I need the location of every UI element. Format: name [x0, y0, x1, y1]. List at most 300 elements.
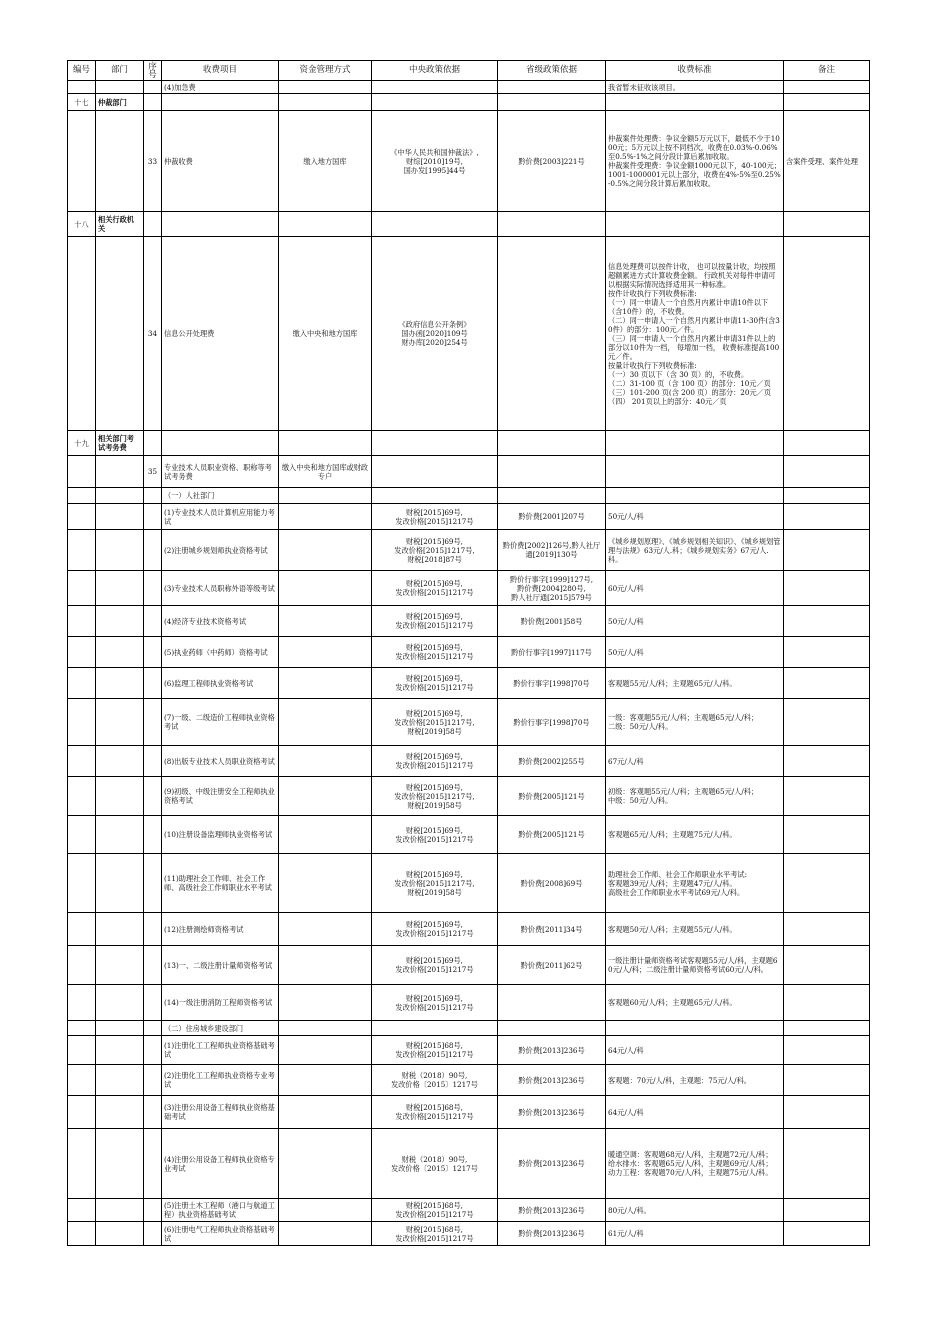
cell-item: (4)加急费 [162, 81, 279, 94]
cell-seq [144, 431, 162, 456]
cell-dept: 仲裁部门 [96, 94, 144, 111]
table-row [68, 1129, 870, 1199]
cell-provincial [498, 488, 606, 504]
cell-fund [279, 571, 372, 606]
cell-fund: 缴入中央和地方国库 [279, 237, 372, 431]
cell-fund [279, 699, 372, 746]
cell-standard: 助理社会工作师、社会工作师职业水平考试: 客观题39元/人/科；主观题47元/人/科。 高级社会工作师职业水平考试69元/人/科。 [606, 854, 784, 913]
cell-seq [144, 637, 162, 668]
cell-dept [96, 699, 144, 746]
cell-fund [279, 431, 372, 456]
cell-standard: 50元/人/科 [606, 637, 784, 668]
cell-standard: 信息处理费可以按件计收， 也可以按量计收，均按照超额累进方式计算收费金额。 行政机关对每件申请可以根据实际情况选择适用其一种标准。 按件计收执行下列收费标准: （一）同一申请人一个自然月内累计申请10件以下（含10件）的，不收费。 （二）同一申请人一个自然月内累计申请11-30件(含30件）的部分：100元／件。 （三）同一申请人一个自然月内累计申请31件以上的部分以10件为一档， 每增加一档， 收费标准提高100元／件。 按量计收执行下列收费标准: （一）30 页以下（含 30 页）的，不收费。 （二）31-100 页（含 100 页）的部分：10元／页 （三）101-200 页(含 200 页）的部分：20元／页 （四） 201页以上的部分：40元／页 [606, 237, 784, 431]
cell-standard: 仲裁案件处理费：争议金额5万元以下，最低不少于1000元；5万元以上按不同档次，收费在0.03%-0.06%至0.5%-1%之间分段计算后累加收取。 仲裁案件受理费：争议金额1000元以下，40-100元；1001-1000001元以上部分，收费在4%-5%至0.25%-0.5%之间分段计算后累加收取。 [606, 111, 784, 212]
cell-provincial: 黔价费[2005]121号 [498, 777, 606, 816]
cell-code [68, 1021, 96, 1036]
cell-standard: 64元/人/科 [606, 1096, 784, 1129]
table-row [68, 1021, 870, 1036]
cell-standard: 客观题50元/人/科；主观题55元/人/科。 [606, 913, 784, 946]
cell-note [784, 1065, 870, 1096]
cell-seq: 35 [144, 456, 162, 488]
cell-central: 财税[2015]68号, 发改价格[2015]1217号 [372, 1222, 498, 1246]
header-row [68, 61, 870, 81]
cell-seq [144, 1036, 162, 1065]
cell-central: 财税[2015]69号, 发改价格[2015]1217号, 财税[2019]58号 [372, 854, 498, 913]
cell-central: 财税[2015]69号, 发改价格[2015]1217号 [372, 816, 498, 854]
cell-item: (9)初级、中级注册安全工程师执业资格考试 [162, 777, 279, 816]
cell-standard: 客观题：70元/人/科，主观题：75元/人/科。 [606, 1065, 784, 1096]
cell-item: (5)注册土木工程师（港口与航道工程）执业资格基础考试 [162, 1199, 279, 1222]
cell-seq [144, 212, 162, 237]
cell-provincial: 黔价费[2013]236号 [498, 1129, 606, 1199]
cell-dept: 相关部门考试考务费 [96, 431, 144, 456]
cell-fund [279, 1036, 372, 1065]
cell-central: 财税[2015]69号, 发改价格[2015]1217号 [372, 571, 498, 606]
cell-seq [144, 854, 162, 913]
cell-item: (6)监理工程师执业资格考试 [162, 668, 279, 699]
cell-provincial: 黔价费[2013]236号 [498, 1222, 606, 1246]
cell-fund [279, 1222, 372, 1246]
header-note: 备注 [784, 61, 870, 81]
table-row [68, 637, 870, 668]
cell-standard [606, 1021, 784, 1036]
table-row [68, 81, 870, 94]
cell-provincial: 黔价费[2011]34号 [498, 913, 606, 946]
cell-provincial: 黔价费[2001]58号 [498, 606, 606, 637]
cell-seq [144, 1199, 162, 1222]
cell-fund [279, 488, 372, 504]
cell-code [68, 777, 96, 816]
cell-item: (4)经济专业技术资格考试 [162, 606, 279, 637]
cell-note [784, 212, 870, 237]
cell-fund [279, 854, 372, 913]
cell-central: 财税[2015]68号, 发改价格[2015]1217号 [372, 1036, 498, 1065]
cell-standard: 暖通空调：客观题68元/人/科，主观题72元/人/科； 给水排水：客观题65元/人/科，主观题69元/人/科； 动力工程：客观题70元/人/科，主观题75元/人/科。 [606, 1129, 784, 1199]
cell-central [372, 456, 498, 488]
table-row [68, 488, 870, 504]
cell-central: 财税[2015]69号, 发改价格[2015]1217号 [372, 606, 498, 637]
cell-item [162, 431, 279, 456]
cell-note [784, 94, 870, 111]
cell-code [68, 1129, 96, 1199]
cell-dept: 相关行政机关 [96, 212, 144, 237]
cell-code [68, 488, 96, 504]
cell-provincial [498, 94, 606, 111]
cell-note [784, 668, 870, 699]
cell-dept [96, 1199, 144, 1222]
cell-code [68, 854, 96, 913]
header-provincial: 省级政策依据 [498, 61, 606, 81]
cell-provincial: 黔价费[2003]221号 [498, 111, 606, 212]
cell-fund [279, 913, 372, 946]
cell-note [784, 913, 870, 946]
cell-seq [144, 81, 162, 94]
cell-central: 财税[2015]69号, 发改价格[2015]1217号 [372, 668, 498, 699]
cell-fund: 缴入地方国库 [279, 111, 372, 212]
cell-item: (1)注册化工工程师执业资格基础考试 [162, 1036, 279, 1065]
cell-central: 财税[2015]69号, 发改价格[2015]1217号 [372, 746, 498, 777]
cell-code [68, 637, 96, 668]
cell-dept [96, 985, 144, 1021]
section-row [68, 94, 870, 111]
cell-central: 财税（2018）90号, 发改价格〔2015〕1217号 [372, 1065, 498, 1096]
cell-fund [279, 777, 372, 816]
header-central: 中央政策依据 [372, 61, 498, 81]
cell-provincial [498, 1021, 606, 1036]
cell-central: 财税[2015]69号, 发改价格[2015]1217号 [372, 504, 498, 530]
cell-central: 财税[2015]69号, 发改价格[2015]1217号, 财税[2019]58号 [372, 777, 498, 816]
cell-note [784, 1129, 870, 1199]
cell-central: 财税[2015]69号, 发改价格[2015]1217号 [372, 913, 498, 946]
cell-fund [279, 530, 372, 571]
cell-fund [279, 212, 372, 237]
cell-item: (2)注册城乡规划师执业资格考试 [162, 530, 279, 571]
header-seq: 序 号 [144, 61, 162, 81]
cell-note [784, 699, 870, 746]
table-row [68, 946, 870, 985]
cell-dept [96, 1096, 144, 1129]
cell-central: 财税[2015]68号, 发改价格[2015]1217号 [372, 1096, 498, 1129]
cell-provincial: 黔价费[2008]69号 [498, 854, 606, 913]
cell-code: 十七 [68, 94, 96, 111]
cell-code [68, 1096, 96, 1129]
header-code: 编号 [68, 61, 96, 81]
cell-fund: 缴入中央和地方国库或财政专户 [279, 456, 372, 488]
cell-dept [96, 816, 144, 854]
cell-standard: 80元/人/科。 [606, 1199, 784, 1222]
cell-code [68, 816, 96, 854]
cell-provincial: 黔价费[2011]62号 [498, 946, 606, 985]
cell-provincial [498, 212, 606, 237]
cell-item: (4)注册公用设备工程师执业资格专业考试 [162, 1129, 279, 1199]
cell-item: (11)助理社会工作师、社会工作师、高级社会工作师职业水平考试 [162, 854, 279, 913]
cell-dept [96, 571, 144, 606]
cell-code [68, 913, 96, 946]
fee-table [67, 60, 870, 1246]
cell-standard [606, 212, 784, 237]
header-standard: 收费标准 [606, 61, 784, 81]
cell-standard: 客观题65元/人/科；主观题75元/人/科。 [606, 816, 784, 854]
cell-item: (10)注册设备监理师执业资格考试 [162, 816, 279, 854]
cell-fund [279, 985, 372, 1021]
cell-provincial: 黔价费[2013]236号 [498, 1036, 606, 1065]
cell-code [68, 985, 96, 1021]
cell-standard: 一级：客观题55元/人/科；主观题65元/人/科； 二级：50元/人/科。 [606, 699, 784, 746]
cell-seq [144, 504, 162, 530]
cell-central: 财税[2015]69号, 发改价格[2015]1217号, 财税[2018]87号 [372, 530, 498, 571]
cell-dept [96, 237, 144, 431]
cell-central: 财税（2018）90号, 发改价格〔2015〕1217号 [372, 1129, 498, 1199]
cell-note [784, 746, 870, 777]
cell-code [68, 111, 96, 212]
cell-note [784, 1199, 870, 1222]
cell-fund [279, 946, 372, 985]
cell-fund [279, 94, 372, 111]
cell-dept [96, 1065, 144, 1096]
cell-dept [96, 913, 144, 946]
cell-seq: 33 [144, 111, 162, 212]
table-row [68, 777, 870, 816]
table-row [68, 913, 870, 946]
cell-note [784, 816, 870, 854]
cell-dept [96, 1036, 144, 1065]
cell-central [372, 212, 498, 237]
cell-dept [96, 946, 144, 985]
cell-code [68, 606, 96, 637]
cell-central: 财税[2015]69号, 发改价格[2015]1217号, 财税[2019]58号 [372, 699, 498, 746]
cell-fund [279, 637, 372, 668]
cell-standard: 61元/人/科 [606, 1222, 784, 1246]
cell-note [784, 985, 870, 1021]
table-row [68, 456, 870, 488]
cell-provincial [498, 431, 606, 456]
cell-dept [96, 81, 144, 94]
cell-central: 《中华人民共和国仲裁法》, 财综[2010]19号, 国办发[1995]44号 [372, 111, 498, 212]
cell-item: (3)专业技术人员职称外语等级考试 [162, 571, 279, 606]
section-row [68, 212, 870, 237]
cell-provincial [498, 456, 606, 488]
cell-note [784, 456, 870, 488]
table-row [68, 854, 870, 913]
cell-item: (12)注册测绘师资格考试 [162, 913, 279, 946]
cell-item: （一）人社部门 [162, 488, 279, 504]
cell-standard: 64元/人/科 [606, 1036, 784, 1065]
cell-central: 《政府信息公开条例》 国办函[2020]109号 财办库[2020]254号 [372, 237, 498, 431]
cell-code [68, 1065, 96, 1096]
cell-note [784, 946, 870, 985]
table-row [68, 571, 870, 606]
cell-fund [279, 1021, 372, 1036]
cell-dept [96, 488, 144, 504]
cell-provincial: 黔价行事字[1998]70号 [498, 699, 606, 746]
cell-code: 十九 [68, 431, 96, 456]
cell-note [784, 571, 870, 606]
cell-code [68, 668, 96, 699]
cell-seq [144, 94, 162, 111]
cell-provincial [498, 237, 606, 431]
cell-seq [144, 571, 162, 606]
cell-code [68, 699, 96, 746]
table-row [68, 816, 870, 854]
cell-provincial: 黔价行事字[1997]117号 [498, 637, 606, 668]
header-item: 收费项目 [162, 61, 279, 81]
cell-central: 财税[2015]68号, 发改价格[2015]1217号 [372, 1199, 498, 1222]
cell-standard: 我省暂未征收该项目。 [606, 81, 784, 94]
cell-central [372, 431, 498, 456]
cell-note: 含案件受理、案件处理 [784, 111, 870, 212]
cell-item: (7)一级、二级造价工程师执业资格考试 [162, 699, 279, 746]
cell-note [784, 1222, 870, 1246]
table-row [68, 746, 870, 777]
cell-standard: 初级：客观题55元/人/科；主观题65元/人/科； 中级：50元/人/科。 [606, 777, 784, 816]
cell-item: （二）住房城乡建设部门 [162, 1021, 279, 1036]
section-row [68, 431, 870, 456]
cell-dept [96, 1222, 144, 1246]
cell-item: 仲裁收费 [162, 111, 279, 212]
cell-item: (8)出版专业技术人员职业资格考试 [162, 746, 279, 777]
cell-item: (1)专业技术人员计算机应用能力考试 [162, 504, 279, 530]
cell-note [784, 777, 870, 816]
table-row [68, 699, 870, 746]
cell-seq [144, 1021, 162, 1036]
cell-item: (2)注册化工工程师执业资格专业考试 [162, 1065, 279, 1096]
cell-dept [96, 777, 144, 816]
cell-code [68, 504, 96, 530]
cell-seq: 34 [144, 237, 162, 431]
cell-seq [144, 1222, 162, 1246]
cell-provincial: 黔价费[2013]236号 [498, 1199, 606, 1222]
cell-standard [606, 94, 784, 111]
cell-seq [144, 777, 162, 816]
table-row [68, 1036, 870, 1065]
cell-seq [144, 1129, 162, 1199]
cell-code [68, 530, 96, 571]
cell-seq [144, 746, 162, 777]
cell-standard [606, 456, 784, 488]
cell-note [784, 637, 870, 668]
cell-dept [96, 1129, 144, 1199]
cell-seq [144, 699, 162, 746]
cell-item: (3)注册公用设备工程师执业资格基础考试 [162, 1096, 279, 1129]
cell-central [372, 1021, 498, 1036]
cell-seq [144, 913, 162, 946]
cell-note [784, 530, 870, 571]
cell-fund [279, 504, 372, 530]
cell-dept [96, 504, 144, 530]
cell-code [68, 237, 96, 431]
cell-code [68, 1222, 96, 1246]
table-row [68, 1222, 870, 1246]
cell-standard: 60元/人/科 [606, 571, 784, 606]
cell-note [784, 1096, 870, 1129]
cell-provincial: 黔价行事字[1998]70号 [498, 668, 606, 699]
cell-central [372, 81, 498, 94]
cell-code [68, 1199, 96, 1222]
cell-dept [96, 111, 144, 212]
cell-seq [144, 1065, 162, 1096]
cell-provincial: 黔价费[2013]236号 [498, 1065, 606, 1096]
cell-item: (5)执业药师（中药师）资格考试 [162, 637, 279, 668]
cell-note [784, 488, 870, 504]
cell-central: 财税[2015]69号, 发改价格[2015]1217号 [372, 985, 498, 1021]
cell-note [784, 606, 870, 637]
cell-central [372, 94, 498, 111]
cell-central: 财税[2015]69号, 发改价格[2015]1217号 [372, 946, 498, 985]
cell-central [372, 488, 498, 504]
table-row [68, 1065, 870, 1096]
cell-seq [144, 606, 162, 637]
cell-fund [279, 1065, 372, 1096]
cell-dept [96, 530, 144, 571]
table-row [68, 1096, 870, 1129]
cell-seq [144, 816, 162, 854]
table-row [68, 111, 870, 212]
cell-standard: 一级注册计量师资格考试客观题55元/人/科，主观题60元/人/科；二级注册计量师资格考试60元/人/科。 [606, 946, 784, 985]
cell-provincial: 黔价费[2002]255号 [498, 746, 606, 777]
table-row [68, 668, 870, 699]
cell-note [784, 237, 870, 431]
cell-dept [96, 606, 144, 637]
cell-item [162, 94, 279, 111]
cell-item: 信息公开处理费 [162, 237, 279, 431]
table-row [68, 530, 870, 571]
cell-seq [144, 1096, 162, 1129]
cell-dept [96, 1021, 144, 1036]
cell-note [784, 1021, 870, 1036]
cell-seq [144, 985, 162, 1021]
cell-item: (13)一、二级注册计量师资格考试 [162, 946, 279, 985]
cell-note [784, 81, 870, 94]
cell-fund [279, 1096, 372, 1129]
cell-dept [96, 456, 144, 488]
cell-note [784, 1036, 870, 1065]
cell-dept [96, 637, 144, 668]
cell-fund [279, 1129, 372, 1199]
cell-fund [279, 816, 372, 854]
cell-seq [144, 946, 162, 985]
cell-provincial [498, 985, 606, 1021]
cell-provincial: 黔价费[2013]236号 [498, 1096, 606, 1129]
cell-code [68, 456, 96, 488]
cell-standard: 67元/人/科 [606, 746, 784, 777]
cell-item: (14)一级注册消防工程师资格考试 [162, 985, 279, 1021]
cell-item: (6)注册电气工程师执业资格基础考试 [162, 1222, 279, 1246]
cell-fund [279, 668, 372, 699]
table-row [68, 1199, 870, 1222]
cell-seq [144, 668, 162, 699]
cell-dept [96, 746, 144, 777]
cell-standard [606, 431, 784, 456]
cell-standard: 50元/人/科 [606, 504, 784, 530]
header-dept: 部门 [96, 61, 144, 81]
header-fund: 资金管理方式 [279, 61, 372, 81]
cell-code [68, 1036, 96, 1065]
cell-standard: 50元/人/科 [606, 606, 784, 637]
cell-code [68, 946, 96, 985]
cell-provincial: 黔价费[2002]126号,黔人社厅通[2019]130号 [498, 530, 606, 571]
cell-standard [606, 488, 784, 504]
cell-central: 财税[2015]69号, 发改价格[2015]1217号 [372, 637, 498, 668]
cell-seq [144, 530, 162, 571]
table-row [68, 606, 870, 637]
cell-provincial: 黔价行事字[1999]127号, 黔价费[2004]280号, 黔人社厅通[2015]579号 [498, 571, 606, 606]
cell-standard: 客观题60元/人/科；主观题65元/人/科。 [606, 985, 784, 1021]
cell-item: 专业技术人员职业资格、职称等考试考务费 [162, 456, 279, 488]
table-row [68, 985, 870, 1021]
cell-fund [279, 746, 372, 777]
cell-fund [279, 1199, 372, 1222]
table-row [68, 237, 870, 431]
cell-dept [96, 668, 144, 699]
cell-standard: 客观题55元/人/科；主观题65元/人/科。 [606, 668, 784, 699]
cell-provincial: 黔价费[2001]207号 [498, 504, 606, 530]
cell-provincial: 黔价费[2005]121号 [498, 816, 606, 854]
cell-seq [144, 488, 162, 504]
cell-fund [279, 81, 372, 94]
cell-dept [96, 854, 144, 913]
table-row [68, 504, 870, 530]
cell-item [162, 212, 279, 237]
cell-note [784, 431, 870, 456]
cell-code [68, 571, 96, 606]
cell-note [784, 504, 870, 530]
cell-standard: 《城乡规划原理》、《城乡规划相关知识》、《城乡规划管理与法规》63元/人.科；《城乡规划实务》67元/人.科。 [606, 530, 784, 571]
cell-note [784, 854, 870, 913]
cell-code: 十八 [68, 212, 96, 237]
cell-code [68, 746, 96, 777]
cell-code [68, 81, 96, 94]
cell-provincial [498, 81, 606, 94]
